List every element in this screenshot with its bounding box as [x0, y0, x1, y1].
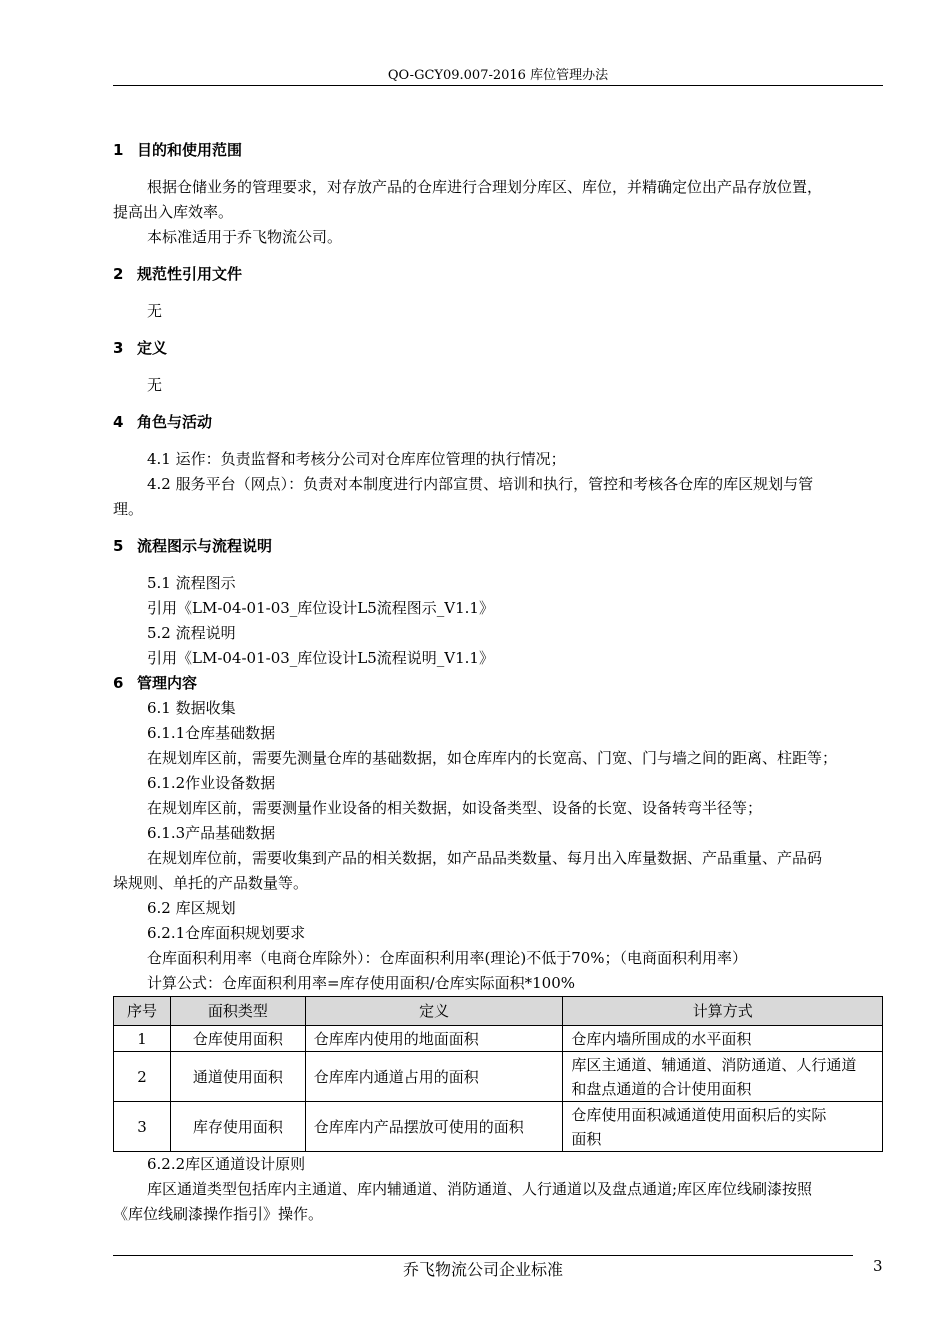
calc-line: 仓库内墙所围成的水平面积	[571, 1029, 752, 1048]
paragraph: 4.2 服务平台（网点）：负责对本制度进行内部宣贯、培训和执行，管控和考核各仓库的库区规划与管	[147, 475, 814, 493]
section-number: 6	[113, 674, 124, 692]
calc-line: 面积	[571, 1129, 602, 1148]
paragraph: 理。	[113, 500, 144, 518]
page-header: QO-GCY09.007-2016 库位管理办法	[387, 68, 609, 83]
cell-def: 仓库库内通道占用的面积	[305, 1052, 563, 1102]
cell-def: 仓库库内产品摆放可使用的面积	[305, 1102, 563, 1152]
paragraph: 在规划库区前，需要先测量仓库的基础数据，如仓库库内的长宽高、门宽、门与墙之间的距离、柱距等；	[147, 749, 838, 767]
formula-line: 计算公式：仓库面积利用率=库存使用面积/仓库实际面积*100%	[147, 974, 576, 992]
table-row	[114, 1102, 883, 1152]
section-number: 2	[113, 265, 124, 283]
paragraph: 仓库面积利用率（电商仓库除外）：仓库面积利用率(理论)不低于70%；（电商面积利用率）	[147, 949, 748, 967]
column-header: 面积类型	[170, 997, 305, 1026]
footer-company: 乔飞物流公司企业标准	[402, 1260, 563, 1279]
paragraph: 本标准适用于乔飞物流公司。	[147, 228, 343, 246]
section-1-heading	[113, 138, 883, 163]
table-header-row	[114, 997, 883, 1026]
paragraph: 6.1.2作业设备数据	[147, 774, 276, 792]
column-header: 序号	[114, 997, 171, 1026]
table-row	[114, 1026, 883, 1052]
section-title: 定义	[137, 339, 168, 357]
section-number: 1	[113, 141, 124, 159]
area-table	[113, 996, 883, 1152]
section-number: 4	[113, 413, 124, 431]
paragraph: 无	[147, 302, 163, 320]
cell-type: 通道使用面积	[170, 1052, 305, 1102]
section-title: 管理内容	[137, 674, 198, 692]
paragraph: 根据仓储业务的管理要求，对存放产品的仓库进行合理划分库区、库位，并精确定位出产品存放位置，	[147, 178, 823, 196]
section-title: 规范性引用文件	[137, 265, 243, 283]
section-2-heading	[113, 262, 883, 287]
paragraph: 无	[147, 376, 163, 394]
cell-type: 仓库使用面积	[170, 1026, 305, 1052]
paragraph: 5.2 流程说明	[147, 624, 236, 642]
calc-line: 仓库使用面积减通道使用面积后的实际	[571, 1105, 827, 1124]
paragraph: 在规划库区前，需要测量作业设备的相关数据，如设备类型、设备的长宽、设备转弯半径等；	[147, 799, 763, 817]
table-row	[114, 1052, 883, 1102]
section-5-heading	[113, 534, 883, 559]
reference-line: 引用《LM-04-01-03_库位设计L5流程图示_V1.1》	[147, 599, 494, 617]
paragraph: 《库位线刷漆操作指引》操作。	[113, 1205, 324, 1223]
section-4-heading	[113, 410, 883, 435]
section-6-heading	[113, 671, 883, 696]
paragraph: 垛规则、单托的产品数量等。	[113, 874, 309, 892]
paragraph: 库区通道类型包括库内主通道、库内辅通道、消防通道、人行通道以及盘点通道;库区库位线刷漆按照	[147, 1180, 813, 1198]
calc-line: 和盘点通道的合计使用面积	[571, 1079, 752, 1098]
paragraph: 6.1.1仓库基础数据	[147, 724, 276, 742]
section-title: 流程图示与流程说明	[137, 537, 273, 555]
column-header: 计算方式	[563, 997, 883, 1026]
cell-def: 仓库库内使用的地面面积	[305, 1026, 563, 1052]
cell-no: 2	[114, 1052, 171, 1102]
document-body	[113, 138, 883, 1227]
calc-line: 库区主通道、辅通道、消防通道、人行通道	[571, 1055, 857, 1074]
header-rule	[113, 85, 883, 86]
section-3-heading	[113, 336, 883, 361]
paragraph: 6.1 数据收集	[147, 699, 236, 717]
paragraph: 6.1.3产品基础数据	[147, 824, 276, 842]
cell-no: 3	[114, 1102, 171, 1152]
paragraph: 4.1 运作：负责监督和考核分公司对仓库库位管理的执行情况；	[147, 450, 566, 468]
paragraph: 5.1 流程图示	[147, 574, 236, 592]
section-number: 3	[113, 339, 124, 357]
section-number: 5	[113, 537, 124, 555]
paragraph: 6.2.2库区通道设计原则	[147, 1155, 306, 1173]
reference-line: 引用《LM-04-01-03_库位设计L5流程说明_V1.1》	[147, 649, 494, 667]
paragraph: 6.2 库区规划	[147, 899, 236, 917]
cell-type: 库存使用面积	[170, 1102, 305, 1152]
cell-no: 1	[114, 1026, 171, 1052]
paragraph: 6.2.1仓库面积规划要求	[147, 924, 306, 942]
section-title: 目的和使用范围	[137, 141, 243, 159]
paragraph: 提高出入库效率。	[113, 203, 234, 221]
section-title: 角色与活动	[137, 413, 213, 431]
column-header: 定义	[305, 997, 563, 1026]
cell-calc	[563, 1026, 883, 1052]
cell-calc	[563, 1052, 883, 1102]
footer-rule	[113, 1255, 853, 1256]
cell-calc	[563, 1102, 883, 1152]
page-number: 3	[873, 1257, 883, 1275]
paragraph: 在规划库位前，需要收集到产品的相关数据，如产品品类数量、每月出入库量数据、产品重量、产品码	[147, 849, 823, 867]
